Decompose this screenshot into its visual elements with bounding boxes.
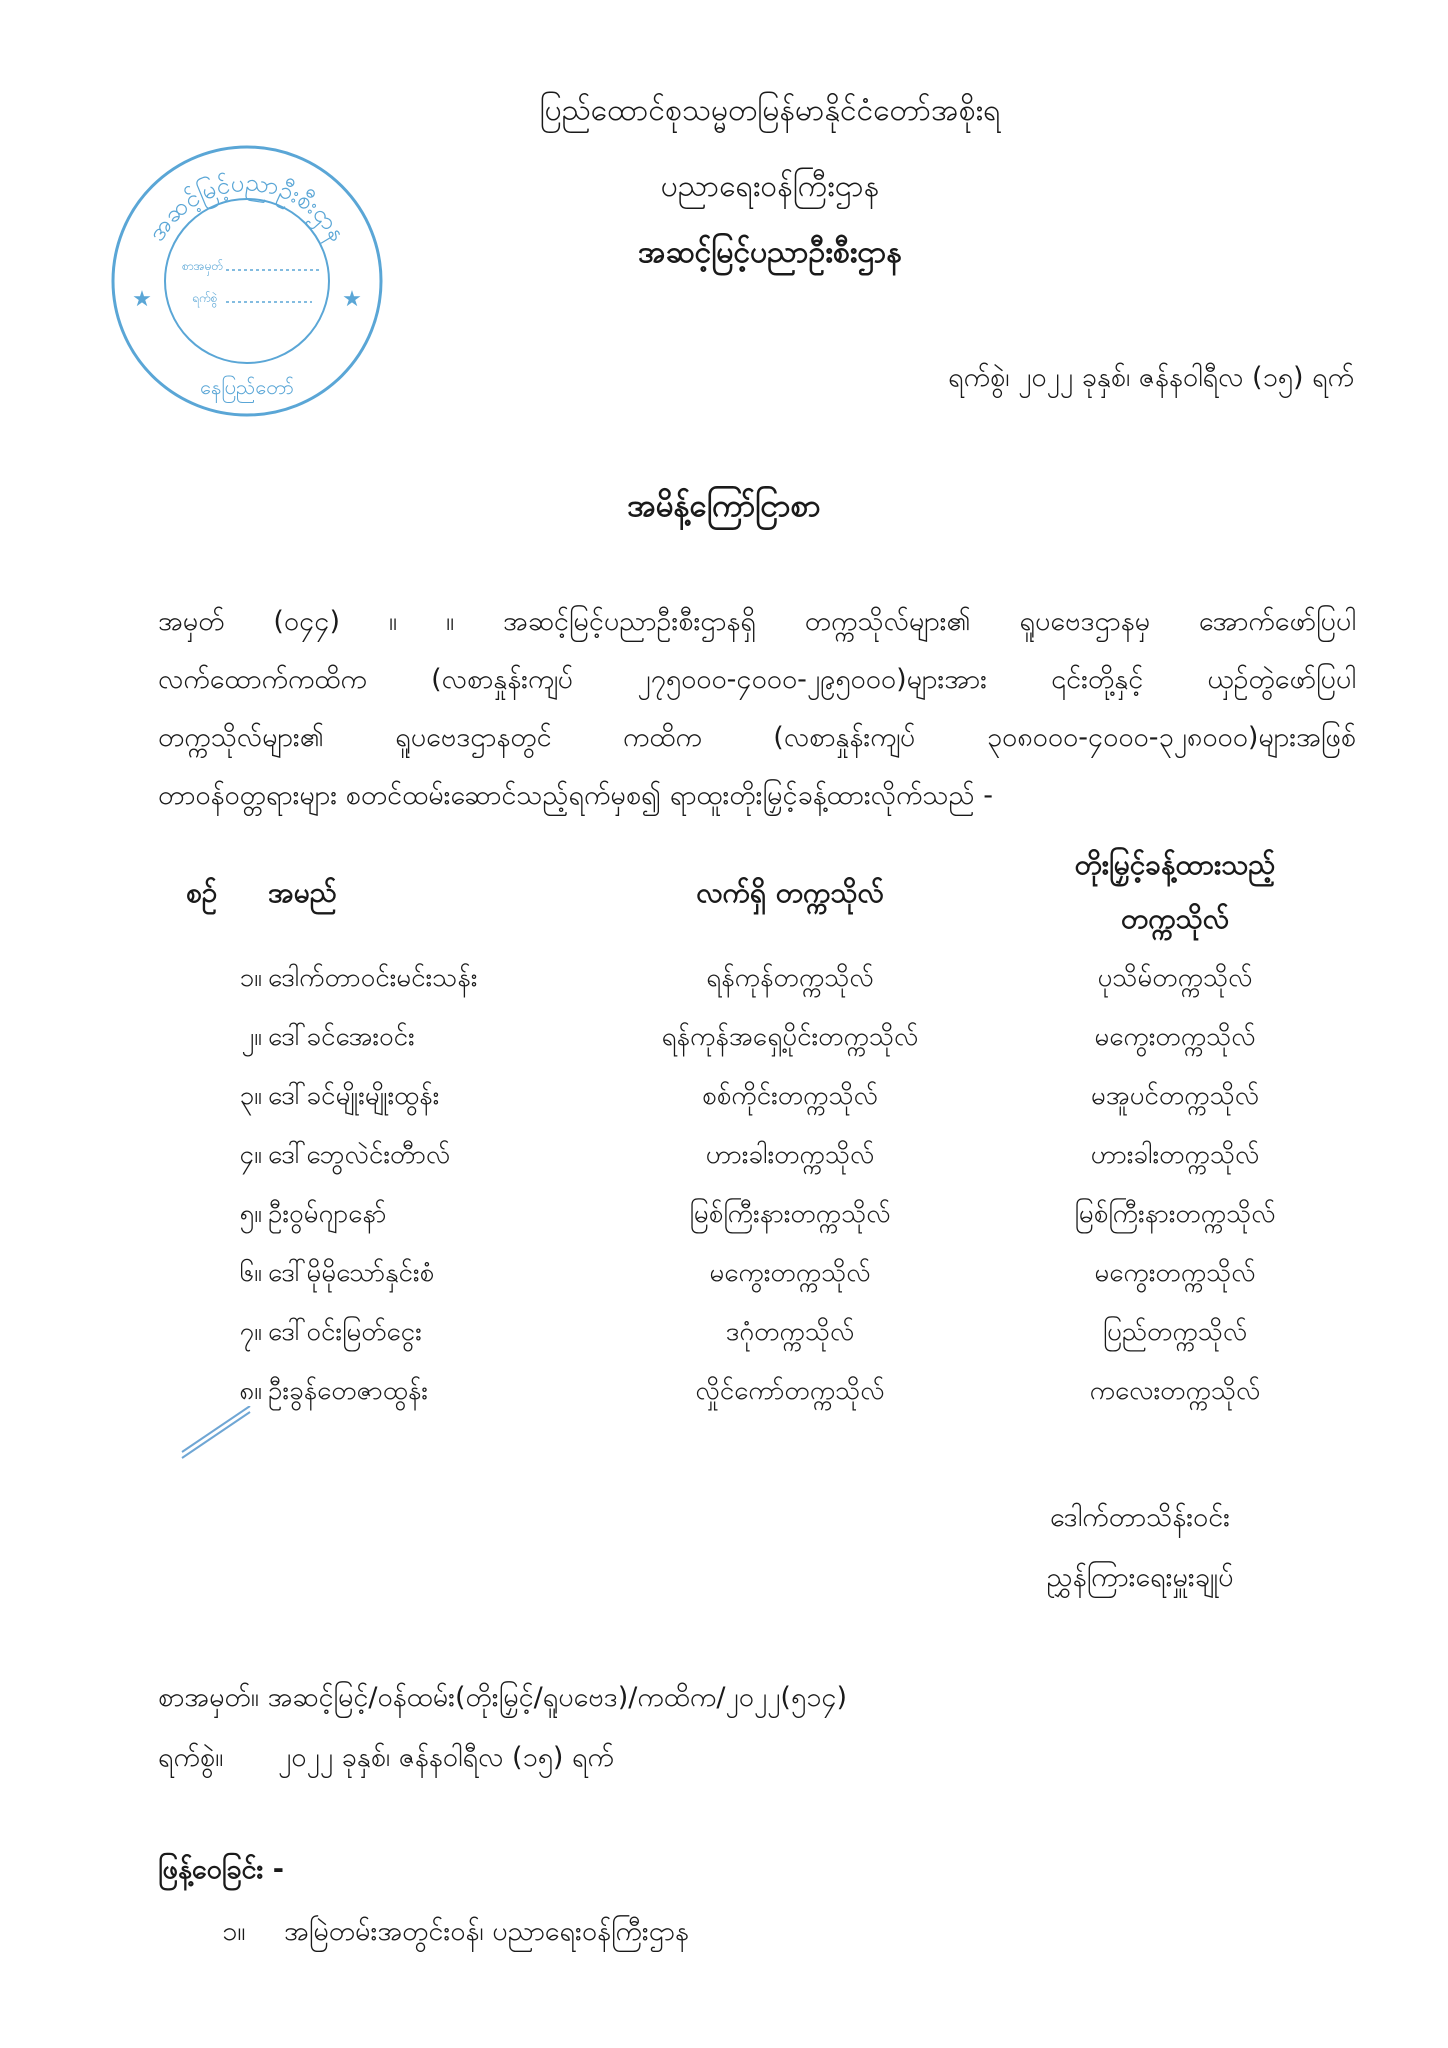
paragraph-line-3: တက္ကသိုလ်များ၏ ရူပဗေဒဌာနတွင် ကထိက (လစာနှုန်းကျပ် ၃၀၈၀၀၀-၄၀၀၀-၃၂၈၀၀၀)များအဖြစ် — [158, 722, 1356, 753]
office-seal — [108, 142, 386, 420]
end-of-list-slash-mark — [178, 1406, 258, 1462]
paragraph-line-1: အမှတ် (၀၄၄) ။ ။ အဆင့်မြင့်ပညာဦးစီးဌာနရှိ တက္ကသိုလ်များ၏ ရူပဗေဒဌာနမှ အောက်ဖော်ပြပါ — [158, 606, 1356, 637]
seal-star-right-icon: ★ — [342, 287, 362, 312]
row-current-university: ရန်ကုန်တက္ကသိုလ် — [706, 963, 874, 993]
row-current-university: မြစ်ကြီးနားတက္ကသိုလ် — [689, 1199, 891, 1229]
table-row — [0, 1314, 1448, 1370]
row-new-university: ပုသိမ်တက္ကသိုလ် — [1097, 963, 1253, 993]
seal-line1-label: စာအမှတ် — [182, 259, 224, 273]
paragraph-line-2: လက်ထောက်ကထိက (လစာနှုန်းကျပ် ၂၇၅၀၀၀-၄၀၀၀-၂၉၅၀၀၀)များအား ၎င်းတို့နှင့် ယှဉ်တွဲဖော်ပြပါ — [158, 664, 1356, 695]
distribution-item-number: ၁။ — [222, 1916, 246, 1947]
header-serial: စဉ် — [186, 876, 218, 909]
reference-number — [158, 1680, 847, 1720]
table-row — [0, 960, 1448, 1016]
header-new-university-line1: တိုးမြှင့်ခန့်ထားသည့် — [1074, 848, 1276, 881]
row-serial: ၄။ — [239, 1140, 262, 1170]
reference-value: အဆင့်မြင့်/ဝန်ထမ်း(တိုးမြှင့်/ရူပဗေဒ)/ကထိက/၂၀၂၂(၅၁၄) — [267, 1682, 848, 1713]
row-name: ဒေါ်ခင်မျိုးမျိုးထွန်း — [268, 1081, 440, 1111]
reference-label: စာအမှတ်။ — [158, 1682, 259, 1713]
header-government: ပြည်ထောင်စုသမ္မတမြန်မာနိုင်ငံတော်အစိုးရ — [539, 93, 1001, 128]
table-row — [0, 1255, 1448, 1311]
row-name: ဒေါ်ဝင်းမြတ်ငွေး — [268, 1317, 422, 1347]
distribution-item-text: အမြဲတမ်းအတွင်းဝန်၊ ပညာရေးဝန်ကြီးဌာန — [284, 1916, 689, 1947]
signatory-name: ဒေါက်တာသိန်းဝင်း — [1049, 1502, 1231, 1533]
header-current-university: လက်ရှိ တက္ကသိုလ် — [696, 876, 884, 909]
paragraph-line-4: တာဝန်ဝတ္တရားများ စတင်ထမ်းဆောင်သည့်ရက်မှစ၍ ရာထူးတိုးမြှင့်ခန့်ထားလိုက်သည် - — [158, 780, 993, 811]
row-new-university: ဟားခါးတက္ကသိုလ် — [1090, 1140, 1260, 1170]
seal-top-text: အဆင့်မြင့်ပညာဦးစီးဌာန — [142, 167, 352, 247]
row-new-university: မကွေးတက္ကသိုလ် — [1094, 1258, 1256, 1288]
row-new-university: မြစ်ကြီးနားတက္ကသိုလ် — [1074, 1199, 1276, 1229]
table-row — [0, 1078, 1448, 1134]
row-serial: ၈။ — [239, 1376, 262, 1406]
seal-bottom-text: နေပြည်တော် — [200, 375, 294, 399]
seal-inner-ring — [165, 199, 329, 363]
row-new-university: မကွေးတက္ကသိုလ် — [1094, 1022, 1256, 1052]
table-row — [0, 1137, 1448, 1193]
row-name: ဒေါ်ဘွေလဲင်းတီာလ် — [268, 1140, 451, 1170]
header-new-university-line2: တက္ကသိုလ် — [1121, 902, 1229, 935]
seal-star-left-icon: ★ — [132, 287, 152, 312]
row-serial: ၇။ — [239, 1317, 262, 1347]
row-current-university: ဒဂုံတက္ကသိုလ် — [725, 1317, 855, 1347]
issue-date: ရက်စွဲ၊ ၂၀၂၂ ခုနှစ်၊ ဇန်နဝါရီလ (၁၅) ရက် — [948, 362, 1354, 393]
table-row — [0, 1196, 1448, 1252]
row-name: ဦးဝွမ်ဂျာနော် — [268, 1199, 387, 1229]
table-row — [0, 1019, 1448, 1075]
row-current-university: လှိုင်ကော်တက္ကသိုလ် — [695, 1376, 885, 1406]
header-ministry: ပညာရေးဝန်ကြီးဌာန — [660, 169, 880, 204]
signatory-title: ညွှန်ကြားရေးမှူးချုပ် — [1046, 1562, 1234, 1593]
seal-line2-label: ရက်စွဲ — [192, 291, 218, 305]
row-name: ဒေါ်မိုမိုသော်နှင်းစံ — [268, 1258, 435, 1288]
row-new-university: ပြည်တက္ကသိုလ် — [1102, 1317, 1248, 1347]
header-department: အဆင့်မြင့်ပညာဦးစီးဌာန — [638, 235, 902, 270]
distribution-item — [222, 1914, 689, 1954]
row-current-university: စစ်ကိုင်းတက္ကသိုလ် — [702, 1081, 878, 1111]
row-current-university: ဟားခါးတက္ကသိုလ် — [705, 1140, 875, 1170]
row-serial: ၂။ — [241, 1022, 262, 1052]
row-serial: ၆။ — [239, 1258, 262, 1288]
reference-date — [158, 1740, 614, 1780]
row-serial: ၃။ — [239, 1081, 262, 1111]
row-new-university: ကလေးတက္ကသိုလ် — [1089, 1376, 1261, 1406]
reference-date-value: ၂၀၂၂ ခုနှစ်၊ ဇန်နဝါရီလ (၁၅) ရက် — [278, 1742, 614, 1773]
row-name: ဒေါက်တာဝင်းမင်းသန်း — [268, 963, 478, 993]
row-name: ဒေါ်ခင်အေးဝင်း — [268, 1022, 415, 1052]
row-current-university: မကွေးတက္ကသိုလ် — [709, 1258, 871, 1288]
row-serial: ၅။ — [239, 1199, 262, 1229]
header-name: အမည် — [268, 876, 337, 909]
row-new-university: မအူပင်တက္ကသိုလ် — [1090, 1081, 1260, 1111]
row-current-university: ရန်ကုန်အရှေ့ပိုင်းတက္ကသိုလ် — [661, 1022, 919, 1052]
row-serial: ၁။ — [239, 963, 262, 993]
row-name: ဦးခွန်တေဇာထွန်း — [268, 1376, 428, 1406]
distribution-heading: ဖြန့်ဝေခြင်း - — [158, 1854, 284, 1885]
reference-date-label: ရက်စွဲ။ — [158, 1742, 224, 1773]
order-title: အမိန့်ကြော်ငြာစာ — [627, 488, 821, 524]
